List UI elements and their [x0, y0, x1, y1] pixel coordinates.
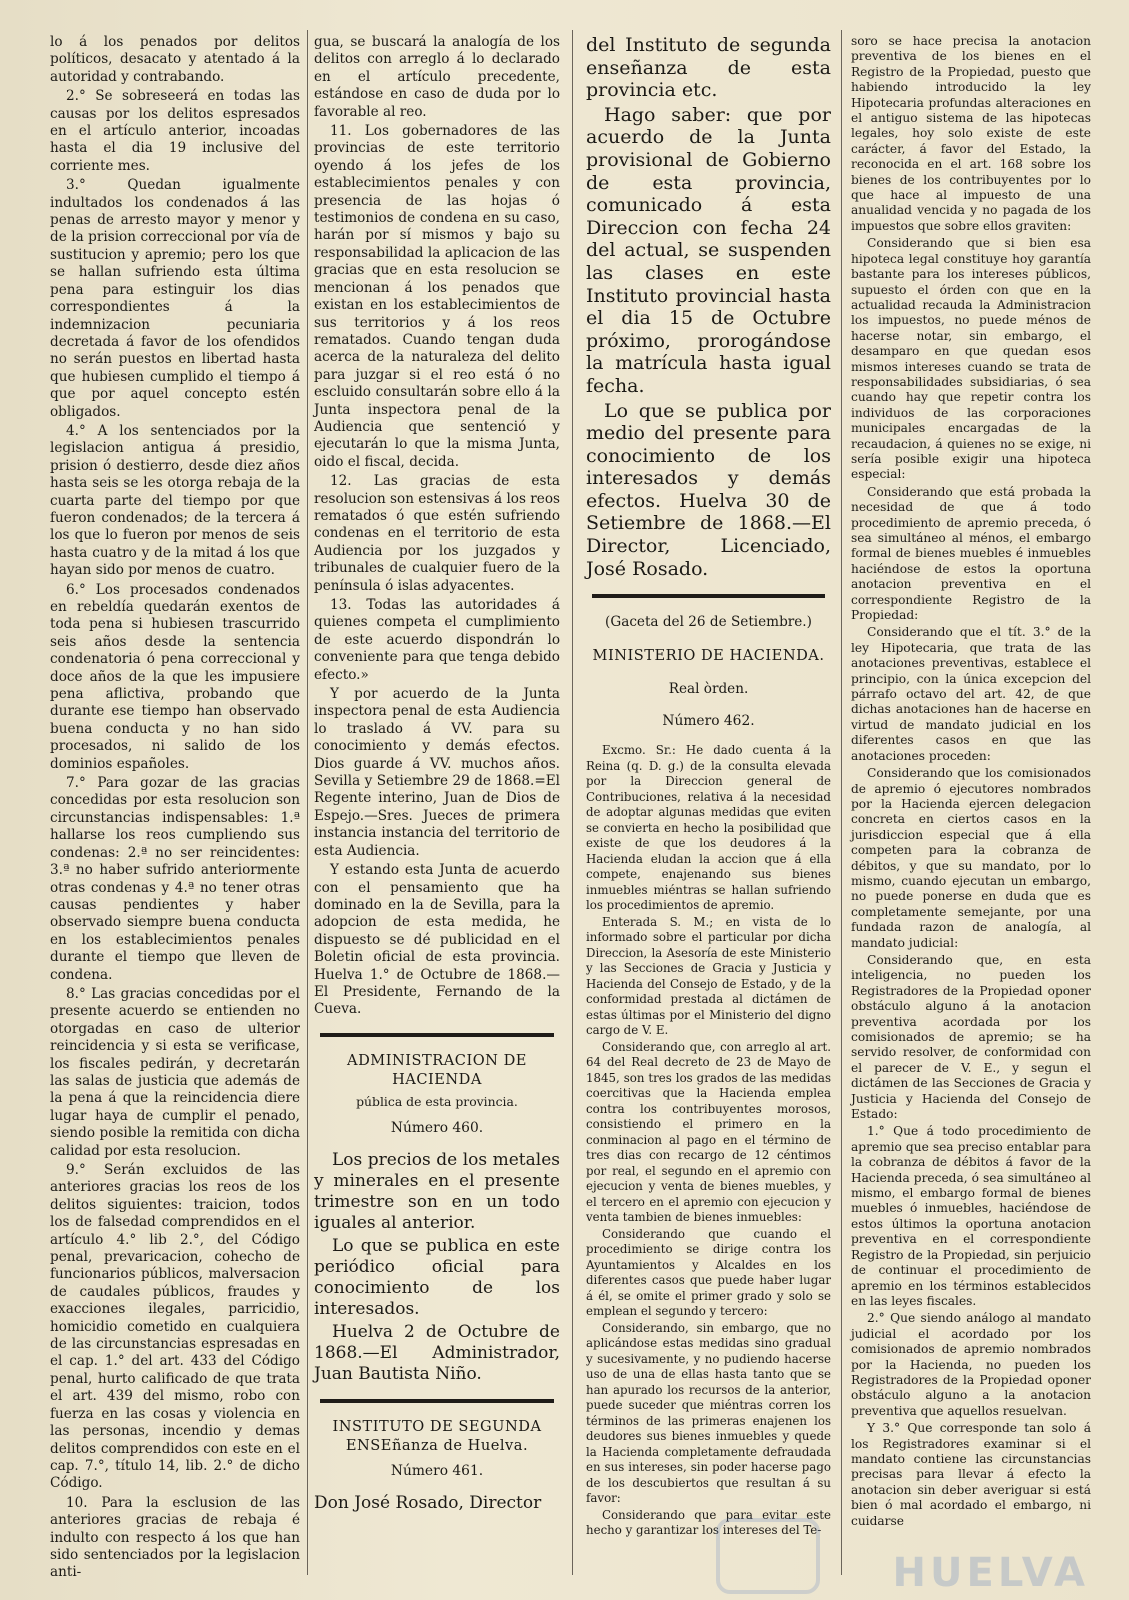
archive-watermark: HUELVA [892, 1550, 1089, 1596]
paragraph: Hago saber: que por acuerdo de la Junta provisional de Gobierno de esta provincia, comunicado á esta Direccion con fecha 24 del actual, se suspenden las clases en este Instituto provincial hasta el dia 15 de Octubre próximo, prorogándose la matrícula hasta igual fecha. [586, 103, 831, 397]
paragraph: 10. Para la esclusion de las anteriores gracias de rebaja é indulto con respecto á los que han sido sentenciados por la legislacion anti- [50, 1494, 300, 1581]
paragraph: Considerando que el tít. 3.° de la ley Hipotecaria, que trata de las anotaciones preventivas, establece el principio, con la única excepcion del párrafo octavo del art. 42, de que dichas anotaciones han de hacerse en virtud de mandato judicial en los diferentes casos en que las anotaciones proceden: [851, 625, 1091, 763]
column-rule [572, 30, 573, 1575]
section-divider [592, 594, 825, 598]
paragraph: Y estando esta Junta de acuerdo con el pensamiento que ha dominado en la de Sevilla, para la adopcion de esta medida, he dispuesto se dé publicidad en el Boletin oficial de esta provincia. Huelva 1.° de Octubre de 1868.—El Presidente, Fernando de la Cueva. [314, 862, 560, 1018]
paragraph: Huelva 2 de Octubre de 1868.—El Administrador, Juan Bautista Niño. [314, 1321, 560, 1384]
section-divider [320, 1033, 554, 1037]
paragraph: 9.° Serán excluidos de las anteriores gracias los reos de los delitos siguientes: traicion, todos los de falsedad comprendidos en el artículo 4.° lib 2.°, del Código penal, prevaricacion, cohecho de funcionarios públicos, malversacion de caudales públicos, fraudes y exacciones ilegales, parricidio, homicidio cometido en cualquiera de las circunstancias espresadas en el cap. 1.° del art. 433 del Código penal, hurto calificado de que trata el art. 439 del mismo, robo con fuerza en las cosas y violencia en las personas, incendio y demas delitos comprendidos con este en el cap. 7.°, título 14, lib. 2.° de dicho Código. [50, 1162, 300, 1492]
paragraph: 7.° Para gozar de las gracias concedidas por esta resolucion son circunstancias indispensables: 1.ª hallarse los reos cumpliendo sus condenas: 2.ª no ser reincidentes: 3.ª no haber sufrido anteriormente otras condenas y 4.ª no tener otras causas pendientes y haber observado siempre buena conducta en los establecimientos penales durante el tiempo que lleven de condena. [50, 775, 300, 983]
paragraph: Considerando que los comisionados de apremio ó ejecutores nombrados por la Hacienda ejercen delegacion concreta en ciertos casos en la jurisdiccion especial que á ella competen para la cobranza de débitos, y que su mandato, por lo mismo, cuando ejecutan un embargo, no puede ponerse en duda que es completamente semejante, por una fundada razon de analogía, al mandato judicial: [851, 766, 1091, 950]
paragraph: Lo que se publica por medio del presente para conocimiento de los interesados y demás efectos. Huelva 30 de Setiembre de 1868.—El Director, Licenciado, José Rosado. [586, 399, 831, 580]
paragraph: Considerando que cuando el procedimiento se dirige contra los Ayuntamientos y Alcaldes en los diferentes casos que puede haber lugar á él, se omite el primer grado y solo se emplean el segundo y tercero: [586, 1226, 831, 1319]
paragraph: Lo que se publica en este periódico oficial para conocimiento de los interesados. [314, 1235, 560, 1319]
paragraph: Considerando que si bien esa hipoteca legal constituye hoy garantía bastante para los intereses públicos, supuesto el órden con que en la actualidad recauda la Administracion los impuestos, no puede ménos de hacerse notar, sin embargo, el desamparo en que quedan esos mismos intereses cuando se trata de responsabilidades subsidiarias, ó sea cuando hay que repetir contra los individuos de las corporaciones municipales encargadas de la recaudacion, á quienes no se exige, ni sería posible exigir una hipoteca especial: [851, 236, 1091, 482]
paragraph: 6.° Los procesados condenados en rebeldía quedarán exentos de toda pena si hubiesen trascurrido seis años desde la sentencia condenatoria ó pena correccional y doce años de la que les impusiere pena aflictiva, probando que durante ese tiempo han observado buena conducta y no han sido procesados, ni salido de los dominios españoles. [50, 581, 300, 772]
paragraph: 12. Las gracias de esta resolucion son estensivas á los reos rematados ó que estén sufriendo condenas en el territorio de esta Audiencia por los juzgados y tribunales de cualquier fuero de la península ó islas adyacentes. [314, 473, 560, 594]
paragraph: Considerando que para evitar este hecho y garantizar los intereses del Te- [586, 1507, 831, 1538]
paragraph: 13. Todas las autoridades á quienes competa el cumplimiento de este acuerdo dispondrán lo conveniente para que tenga debido efecto.» [314, 597, 560, 683]
paragraph: 11. Los gobernadores de las provincias de este territorio oyendo á los jefes de los establecimientos penales y con presencia de las hojas ó testimonios de condena en su caso, harán por sí mismos y bajo su responsabilidad la aplicacion de las gracias que en esta resolucion se mencionan á los penados que existan en los establecimientos de sus territorios y á los reos rematados. Cuando tengan duda acerca de la naturaleza del delito para juzgar si el reo está ó no escluido consultarán sobre ello á la Junta inspectora penal de la Audiencia que sentenció y ejecutarán lo que la misma Junta, oido el fiscal, decida. [314, 123, 560, 470]
column-2 [314, 34, 560, 1534]
paragraph: del Instituto de segunda enseñanza de esta provincia etc. [586, 34, 831, 102]
real-orden-title: Real òrden. [668, 681, 749, 698]
notice-number: Número 462. [662, 713, 755, 730]
gaceta-note: (Gaceta del 26 de Setiembre.) [605, 614, 812, 631]
paragraph: 1.° Que á todo procedimiento de apremio que sea preciso entablar para la cobranza de débitos á favor de la Hacienda preceda, ó sea simultáneo al mismo, el embargo formal de bienes muebles ó inmuebles, haciéndose de estos últimos la oportuna anotacion preventiva en el correspondiente Registro de la Propiedad, sin perjuicio de continuar el procedimiento de apremio en los términos establecidos en las leyes fiscales. [851, 1124, 1091, 1308]
paragraph: lo á los penados por delitos políticos, desacato y atentado á la autoridad y contrabando. [50, 34, 300, 85]
paragraph: Considerando que, con arreglo al art. 64 del Real decreto de 23 de Mayo de 1845, son tres los grados de las medidas coercitivas que la Hacienda emplea contra los contribuyentes morosos, consistiendo el primero en la conminacion al pago en el término de tres dias con recargo de 12 céntimos por real, el segundo en el apremio con ejecucion y venta de bienes muebles, y el tercero en el apremio con ejecucion y venta tambien de bienes inmuebles: [586, 1039, 831, 1225]
column-4 [851, 34, 1091, 1594]
section-heading: ADMINISTRACION DE HACIENDA [347, 1051, 527, 1088]
paragraph: Los precios de los metales y minerales en el presente trimestre son en un todo iguales al anterior. [314, 1149, 560, 1233]
column-3 [586, 34, 831, 1569]
paragraph: 4.° A los sentenciados por la legislacion antigua á presidio, prision ó destierro, desde diez años hasta seis se les otorga rebaja de la cuarta parte del tiempo por que fueron condenados; de la tercera á los que lo fueron por menos de seis hasta cuatro y de la mitad á los que hayan sido por menos de cuatro. [50, 422, 300, 579]
paragraph: Considerando, sin embargo, que no aplicándose estas medidas sino gradual y sucesivamente, y no pudiendo hacerse uso de una de ellas hasta tanto que se han apurado los recursos de la anterior, puede suceder que miéntras corren los términos de las primeras enajenen los deudores sus bienes inmuebles y quede la Hacienda completamente defraudada en sus intereses, sin poder hacerse pago de los descubiertos que resultan á su favor: [586, 1320, 831, 1506]
paragraph: soro se hace precisa la anotacion preventiva de los bienes en el Registro de la Propiedad, puesto que habiendo introducido la ley Hipotecaria profundas alteraciones en el antiguo sistema de las hipotecas legales, hoy solo existe de este carácter, á favor del Estado, la reconocida en el art. 168 sobre los bienes de los contribuyentes por lo que hace al impuesto de una anualidad vencida y no pagada de los impuestos que sobre ellos graviten: [851, 34, 1091, 233]
paragraph: 3.° Quedan igualmente indultados los condenados á las penas de arresto mayor y menor y de la prision correccional por vía de sustitucion y apremio; pero los que se hallan sufriendo esta última pena para estinguir los dias correspondientes á la indemnizacion pecuniaria decretada á favor de los ofendidos no serán puestos en libertad hasta que hubiesen cumplido el tiempo á que por aquel concepto estén obligados. [50, 177, 300, 420]
paragraph: Excmo. Sr.: He dado cuenta á la Reina (q. D. g.) de la consulta elevada por la Direccion general de Contribuciones, relativa á la necesidad de adoptar algunas medidas que eviten se convierta en hecho la posibilidad que existe de que los deudores á la Hacienda eludan la accion que á ella compete, enajenando sus bienes inmuebles miéntras se hallan sufriendo los procedimientos de apremio. [586, 743, 831, 913]
paragraph: 2.° Que siendo análogo al mandato judicial el acordado por los comisionados de apremio nombrados por la Hacienda, no pueden los Registradores de la Propiedad oponer obstáculo alguno a la anotacion preventiva que aquellos resuelvan. [851, 1311, 1091, 1418]
paragraph: 8.° Las gracias concedidas por el presente acuerdo se entienden no otorgadas en caso de ulterior reincidencia y si esta se verificase, los fiscales pedirán, y decretarán las salas de justicia que además de la pena á que la reincidencia diere lugar haya de cumplir el penado, siendo posible la remitida con dicha calidad por esta resolucion. [50, 985, 300, 1159]
paragraph: Don José Rosado, Director [314, 1492, 542, 1513]
column-rule [841, 30, 842, 1575]
paragraph: Y por acuerdo de la Junta inspectora penal de esta Audiencia lo traslado á VV. para su conocimiento y demás efectos. Dios guarde á VV. muchos años. Sevilla y Setiembre 29 de 1868.=El Regente interino, Juan de Dios de Espejo.—Sres. Jueces de primera instancia instancia del territorio de esta Audiencia. [314, 686, 560, 859]
section-subheading: pública de esta provincia. [356, 1093, 518, 1109]
column-rule [307, 30, 308, 1575]
paragraph: Considerando que, en esta inteligencia, no pueden los Registradores de la Propiedad oponer obstáculo alguno á la anotacion preventiva acordada por los comisionados de apremio; se ha servido resolver, de conformidad con el parecer de V. E., y segun el dictámen de las Secciones de Gracia y Justicia y Hacienda del Consejo de Estado: [851, 952, 1091, 1122]
section-divider [320, 1399, 554, 1403]
archive-seal-icon [716, 1518, 820, 1594]
notice-number: Número 461. [390, 1462, 484, 1479]
section-heading: INSTITUTO DE SEGUNDA ENSEñanza de Huelva. [332, 1417, 542, 1454]
paragraph: Y 3.° Que corresponde tan solo á los Registradores examinar si el mandato contiene las circunstancias precisas para llevar á efecto la anotacion sin deber averiguar si está bien ó mal acordado el embargo, ni cuidarse [851, 1421, 1091, 1528]
notice-number: Número 460. [390, 1119, 484, 1136]
paragraph: 2.° Se sobreseerá en todas las causas por los delitos espresados en el artículo anterior, incoadas hasta el dia 19 inclusive del corriente mes. [50, 88, 300, 174]
paragraph: gua, se buscará la analogía de los delitos con arreglo á lo declarado en el artículo precedente, estándose en caso de duda por lo favorable al reo. [314, 34, 560, 120]
ministry-heading: MINISTERIO DE HACIENDA. [592, 647, 825, 665]
paragraph: Considerando que está probada la necesidad de que á todo procedimiento de apremio preceda, ó sea simultáneo al ménos, el embargo formal de bienes muebles é inmuebles haciéndose de estos la oportuna anotacion preventiva en el correspondiente Registro de la Propiedad: [851, 484, 1091, 623]
paragraph: Enterada S. M.; en vista de lo informado sobre el particular por dicha Direccion, la Asesoría de este Ministerio y las Secciones de Gracia y Justicia y Hacienda del Consejo de Estado, y de la conformidad prestada al dictámen de estas últimas por el Ministerio del digno cargo de V. E. [586, 914, 831, 1038]
column-1 [50, 34, 300, 1581]
